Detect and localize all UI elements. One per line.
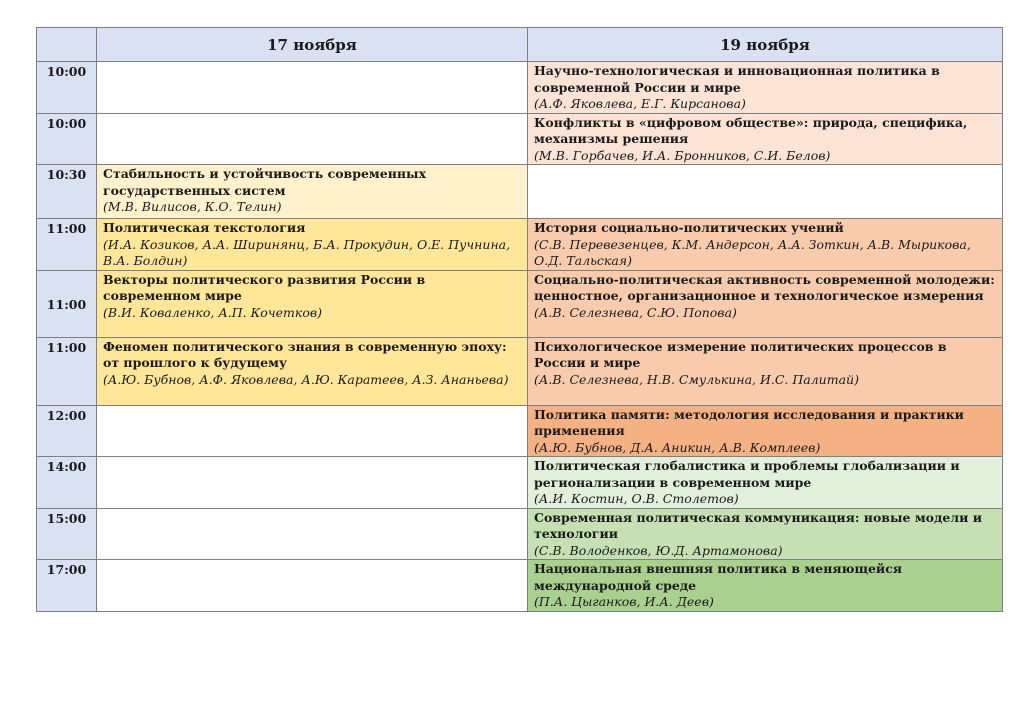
header-row [37,28,1003,62]
day2-session-cell [528,113,1003,165]
session-title: Национальная внешняя политика в меняющейся международной среде [534,561,903,593]
day2-session-cell [528,219,1003,271]
time-cell: 14:00 [37,457,97,509]
session-title: Психологическое измерение политических процессов в России и мире [534,338,947,370]
session-title: Социально-политическая активность современной молодежи: ценностное, организационное и технологическое измерения [534,271,995,303]
session-authors: (А.Ю. Бубнов, А.Ф. Яковлева, А.Ю. Каратеев, А.З. Ананьева) [103,371,509,387]
schedule-row [37,62,1003,114]
session-authors: (С.В. Перевезенцев, К.М. Андерсон, А.А. Зоткин, А.В. Мырикова, О.Д. Тальская) [534,236,971,268]
schedule-row [37,219,1003,271]
session-authors: (И.А. Козиков, А.А. Ширинянц, Б.А. Прокудин, О.Е. Пучнина, В.А. Болдин) [103,236,511,268]
day1-session-cell [97,270,528,337]
session-authors: (А.И. Костин, О.В. Столетов) [534,491,739,506]
session-title: Научно-технологическая и инновационная политика в современной России и мире [534,63,940,95]
session-title: Современная политическая коммуникация: новые модели и технологии [534,509,983,541]
day1-empty-cell [97,560,528,612]
schedule-table [36,27,1003,612]
session-authors: (П.А. Цыганков, И.А. Деев) [534,594,714,609]
session-authors: (А.В. Селезнева, С.Ю. Попова) [534,304,737,320]
day1-empty-cell [97,508,528,560]
day2-session-cell [528,270,1003,337]
session-authors: (В.И. Коваленко, А.П. Кочетков) [103,304,322,320]
time-cell: 15:00 [37,508,97,560]
day2-empty-cell [528,165,1003,219]
time-cell: 11:00 [37,337,97,405]
day2-session-cell [528,457,1003,509]
time-cell: 10:00 [37,62,97,114]
session-authors: (А.Ю. Бубнов, Д.А. Аникин, А.В. Комплеев) [534,439,821,455]
day1-empty-cell [97,457,528,509]
time-cell: 12:00 [37,405,97,457]
day2-header: 19 ноября [528,28,1003,62]
time-cell: 11:00 [37,270,97,337]
schedule-row [37,113,1003,165]
day2-session-cell [528,337,1003,405]
day1-session-cell [97,219,528,271]
day1-empty-cell [97,113,528,165]
day1-session-cell [97,165,528,219]
day1-session-cell [97,337,528,405]
session-title: Политика памяти: методология исследования и практики применения [534,406,964,438]
time-cell: 10:00 [37,113,97,165]
schedule-row [37,508,1003,560]
schedule-row [37,560,1003,612]
time-header-cell [37,28,97,62]
day2-session-cell [528,508,1003,560]
schedule-row [37,405,1003,457]
schedule-row [37,270,1003,337]
session-title: Векторы политического развития России в современном мире [103,271,426,303]
session-authors: (М.В. Горбачев, И.А. Бронников, С.И. Белов) [534,147,831,163]
session-authors: (А.Ф. Яковлева, Е.Г. Кирсанова) [534,96,746,111]
session-title: Конфликты в «цифровом обществе»: природа, специфика, механизмы решения [534,114,968,146]
schedule-row [37,165,1003,219]
time-cell: 11:00 [37,219,97,271]
session-title: Политическая глобалистика и проблемы глобализации и регионализации в современном мире [534,458,960,490]
session-authors: (А.В. Селезнева, Н.В. Смулькина, И.С. Палитай) [534,371,859,387]
day1-empty-cell [97,405,528,457]
time-cell: 17:00 [37,560,97,612]
day2-session-cell [528,560,1003,612]
session-authors: (С.В. Володенков, Ю.Д. Артамонова) [534,542,783,558]
day2-session-cell [528,62,1003,114]
session-title: История социально-политических учений [534,220,844,235]
time-cell: 10:30 [37,165,97,219]
schedule-row [37,457,1003,509]
schedule-row [37,337,1003,405]
day1-header: 17 ноября [97,28,528,62]
day2-session-cell [528,405,1003,457]
day1-empty-cell [97,62,528,114]
session-title: Феномен политического знания в современную эпоху: от прошлого к будущему [103,338,507,370]
session-title: Политическая текстология [103,220,306,235]
session-authors: (М.В. Вилисов, К.О. Телин) [103,199,282,214]
session-title: Стабильность и устойчивость современных государственных систем [103,166,427,198]
